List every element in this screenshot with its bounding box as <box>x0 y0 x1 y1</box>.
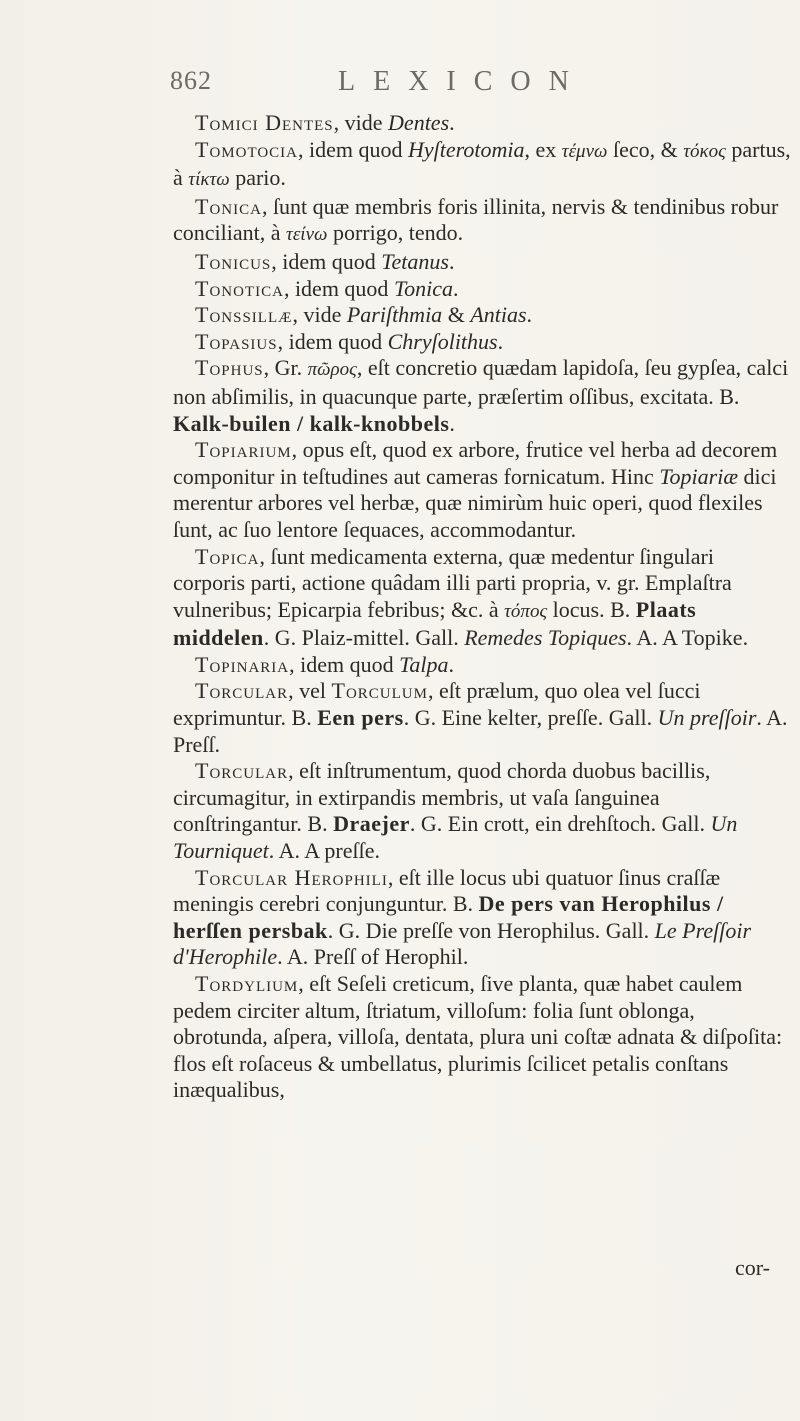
entry-text: locus. B. <box>547 596 636 622</box>
headword: Topasius <box>195 328 278 354</box>
entry-text: , Gr. <box>263 355 308 381</box>
greek-word: τέμνω <box>561 140 608 162</box>
entry-text: , eſt ille locus ubi quatuor ſinus craſſæ meningis cerebri conjunguntur. B. <box>173 864 721 917</box>
entry-text: , eſt prælum, quo olea vel ſucci exprimuntur. B. <box>173 678 701 731</box>
entry-text: & <box>442 302 471 328</box>
entry-text: dici merentur arbores vel herbæ, quæ nimirùm huic operi, quod flexiles ſunt, ac ſuo lentore ſequaces, accommodantur. <box>173 463 777 542</box>
entry-text: , eſt concretio quædam lapidoſa, ſeu gypſea, calci non abſimilis, in quacunque parte, præſertim oſſibus, excitata. B. <box>173 355 789 409</box>
italic-term: Tetanus <box>381 248 449 274</box>
entry-text: , ſunt medicamenta externa, quæ medentur ſingulari corporis parti, actione quâdam illi parti propria, v. gr. Emplaſtra vulneribus; Epicarpia febribus; &c. à <box>173 543 732 622</box>
entry-text: , ſunt quæ membris foris illinita, nervis & tendinibus robur conciliant, à <box>173 193 779 246</box>
entry-text: . A. A Topike. <box>626 625 749 651</box>
catchword: cor- <box>735 1255 770 1280</box>
blackletter-translation: Draejer <box>333 811 410 837</box>
entry-text: , idem quod <box>289 651 400 677</box>
dictionary-entry <box>173 865 791 971</box>
running-head: LEXICON <box>338 66 587 97</box>
entry-text: , idem quod <box>298 136 408 162</box>
entry-text: partus, à <box>173 136 791 191</box>
headword: Torcular <box>195 758 289 784</box>
dictionary-entry <box>173 544 791 652</box>
dictionary-entry <box>173 329 791 356</box>
dictionary-entry <box>173 971 791 1104</box>
headword: Tophus <box>195 355 264 381</box>
blackletter-translation: Een pers <box>317 705 404 731</box>
entry-text: . <box>448 248 455 274</box>
entry-text: , vide <box>292 302 347 328</box>
entry-text: . <box>449 110 455 135</box>
entry-text: . A. Preſſ. <box>173 705 788 757</box>
italic-term: Hyſterotomia <box>408 136 525 162</box>
page-header <box>170 66 790 106</box>
headword: Torcular Herophili <box>195 864 388 890</box>
entry-text: . G. Die preſſe von Herophilus. Gall. <box>327 917 655 943</box>
entry-text: . <box>497 328 504 354</box>
entry-text: . <box>526 302 533 328</box>
entry-text: porrigo, tendo. <box>327 220 464 246</box>
entry-text: . G. Eine kelter, preſſe. Gall. <box>403 705 658 731</box>
entries-column <box>173 110 791 1104</box>
headword: Tonicus <box>195 248 272 274</box>
greek-word: τόκος <box>683 140 726 162</box>
greek-word: τίκτω <box>188 169 230 191</box>
entry-text: ſeco, & <box>607 136 684 162</box>
italic-term: Topiariæ <box>659 463 738 489</box>
entry-text: , idem quod <box>283 275 394 301</box>
italic-term: Tonica <box>393 275 454 301</box>
headword: Tordylium <box>195 971 299 996</box>
dictionary-entry <box>173 355 791 437</box>
entry-text: . A. Preſſ of Herophil. <box>277 944 469 970</box>
headword: Topica <box>195 543 260 569</box>
dictionary-entry <box>173 652 791 679</box>
entry-text: , eſt inſtrumentum, quod chorda duobus bacillis, circumagitur, in extirpandis membris, ut vaſa ſanguinea conſtringantur. B. <box>173 758 711 837</box>
italic-term: Chryſolithus <box>387 328 498 354</box>
dictionary-entry <box>173 194 791 249</box>
italic-term: Remedes Topiques <box>464 625 627 651</box>
entry-text: . A. A preſſe. <box>268 838 380 864</box>
entry-text: , vel <box>288 678 332 704</box>
entry-text: . G. Ein crott, ein drehſtoch. Gall. <box>409 811 711 837</box>
headword: Tonssillæ <box>195 302 293 328</box>
blackletter-translation: De pers van Herophilus / herſſen persbak <box>173 891 724 943</box>
headword: Tomici Dentes <box>195 110 334 135</box>
headword: Tonotica <box>195 275 284 301</box>
greek-word: τόπος <box>504 600 548 622</box>
entry-text: . <box>449 410 455 436</box>
entry-text: . <box>453 275 459 301</box>
dictionary-entry <box>173 678 791 758</box>
dictionary-entry <box>173 276 791 303</box>
blackletter-translation: Plaats middelen <box>173 596 697 651</box>
italic-term: Le Preſſoir d'Herophile <box>173 917 752 970</box>
italic-term: Dentes <box>388 110 450 135</box>
dictionary-entry <box>173 758 791 864</box>
entry-text: , idem quod <box>277 328 388 354</box>
dictionary-entry <box>173 249 791 276</box>
headword: Topinaria <box>195 651 290 677</box>
headword: Tomotocia <box>195 136 298 162</box>
dictionary-entry <box>173 302 791 329</box>
entry-text: . <box>448 651 454 677</box>
entry-text: , vide <box>333 110 389 135</box>
italic-term: Un Tourniquet <box>173 811 738 864</box>
entry-text: , idem quod <box>271 248 382 274</box>
italic-term: Antias <box>470 302 527 328</box>
headword: Torcular <box>195 678 289 704</box>
blackletter-translation: Kalk-builen / kalk-knobbels <box>173 410 450 436</box>
greek-word: τείνω <box>286 224 328 246</box>
italic-term: Talpa <box>399 651 449 677</box>
entry-text: pario. <box>229 165 286 191</box>
dictionary-entry <box>173 437 791 543</box>
entry-text: , eſt Seſeli creticum, ſive planta, quæ habet caulem pedem circiter altum, ſtriatum, villoſum: folia ſunt oblonga, obrotunda, aſpera, villoſa, dentata, plura uni coſtæ adnata & diſpoſita: flos eſt roſaceus & umbellatus, plurimis ſcilicet petalis conſtans inæqualibus, <box>173 971 783 1103</box>
entry-text: , opus eſt, quod ex arbore, frutice vel herba ad decorem componitur in teſtudines aut cameras fornicatum. Hinc <box>173 437 778 489</box>
greek-word: πῶρος <box>307 359 357 381</box>
headword: Topiarium <box>195 437 292 463</box>
entry-text: , ex <box>524 136 562 162</box>
entry-text: . G. Plaiz-mittel. Gall. <box>263 625 465 651</box>
dictionary-entry <box>173 110 791 137</box>
headword: Tonica <box>195 193 262 219</box>
italic-term: Pariſthmia <box>346 302 443 328</box>
italic-term: Un preſſoir <box>657 705 757 731</box>
headword: Torculum <box>331 678 428 704</box>
page-number: 862 <box>170 66 212 95</box>
dictionary-entry <box>173 137 791 194</box>
